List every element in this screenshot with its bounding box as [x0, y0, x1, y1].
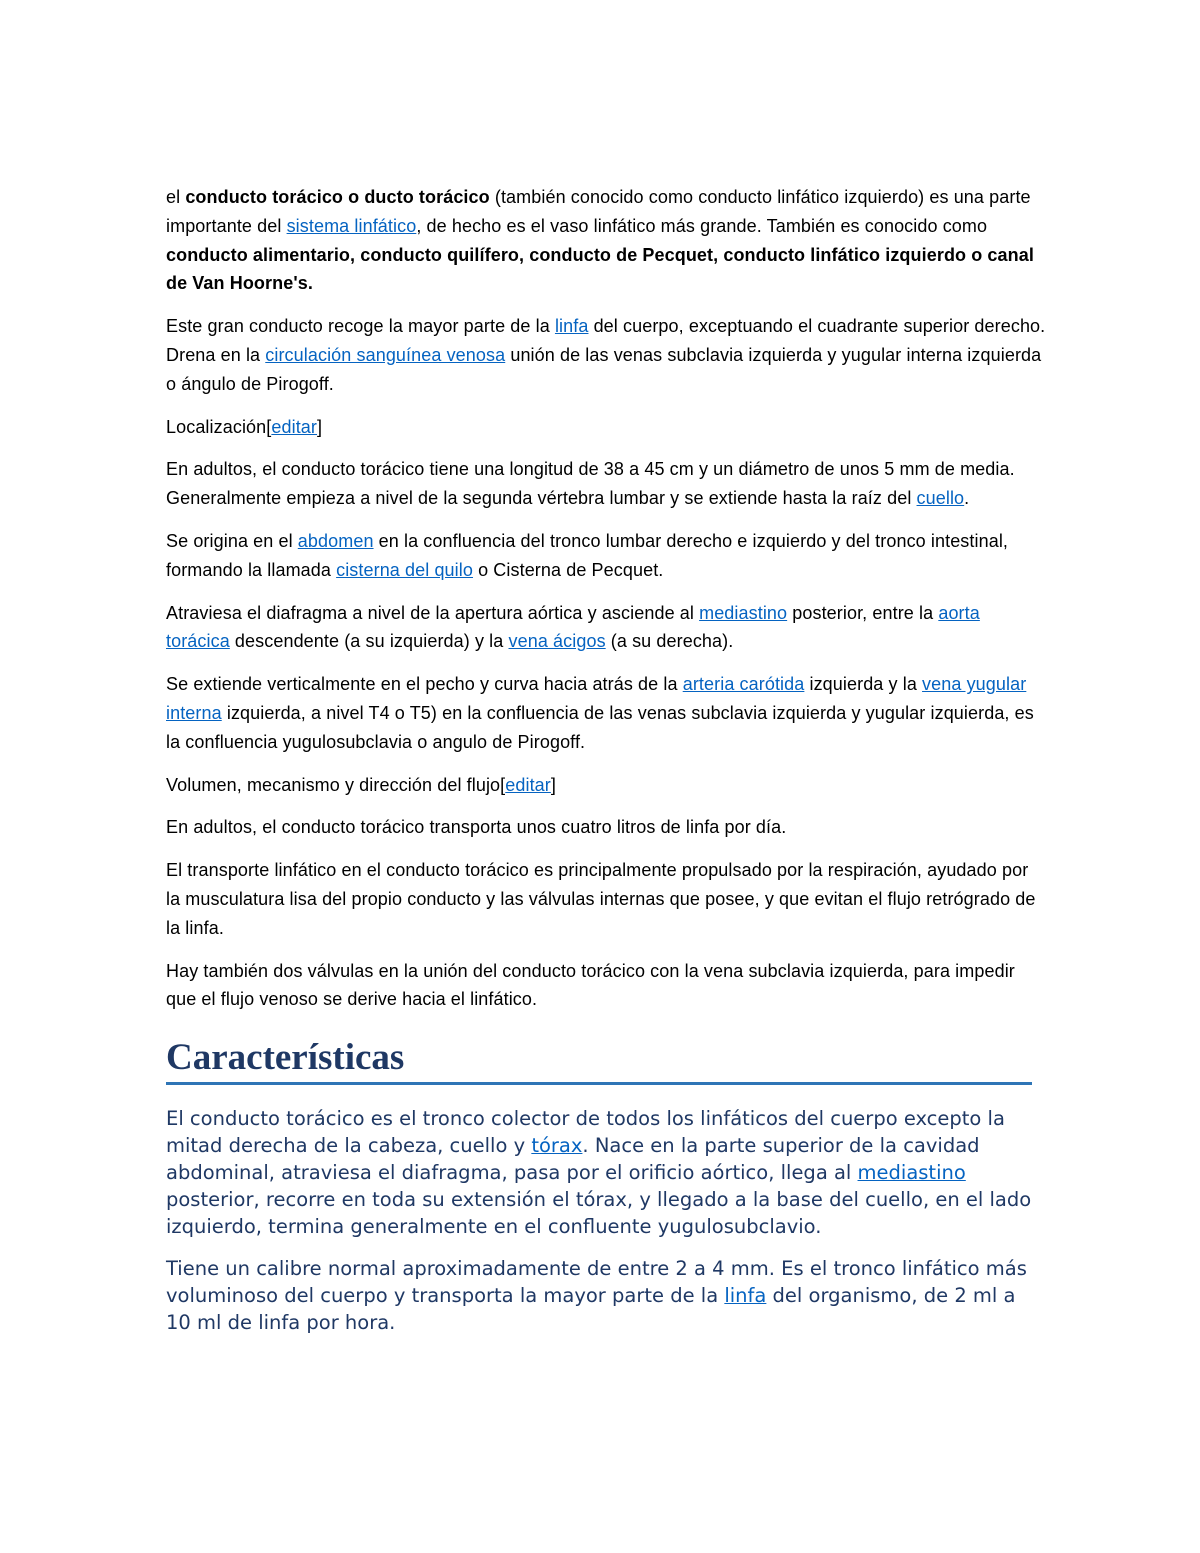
car2-text-1: Tiene un calibre normal aproximadamente de entre 2 a 4 mm. Es el tronco linfático más voluminoso del cuerpo y transporta la mayor parte de la	[166, 1257, 1027, 1308]
intro-text-1: el	[166, 187, 186, 207]
link-aorta-toracica[interactable]: aorta torácica	[166, 602, 980, 652]
link-abdomen[interactable]: abdomen	[297, 530, 374, 551]
volumen-bracket: ]	[550, 774, 557, 795]
intro-text-2: (también conocido como conducto linfático izquierdo) es una parte importante del	[166, 187, 1031, 236]
atraviesa-text-4: (a su derecha).	[605, 631, 734, 652]
link-linfa[interactable]: linfa	[554, 316, 589, 337]
extiende-paragraph	[166, 670, 1046, 756]
link-sistema-linfatico[interactable]: sistema linfático	[286, 215, 417, 236]
car2-text-2: del organismo, de 2 ml a 10 ml de linfa por hora.	[166, 1284, 1016, 1335]
atraviesa-text-3: descendente (a su izquierda) y la	[229, 631, 509, 652]
transporte-linfatico-paragraph: El transporte linfático en el conducto torácico es principalmente propulsado por la respiración, ayudado por la musculatura lisa del propio conducto y las válvulas internas que posee, y que evitan el flujo retrógrado de la linfa.	[166, 860, 1036, 938]
intro-paragraph	[166, 183, 1046, 298]
intro-bold-synonyms: conducto alimentario, conducto quilífero, conducto de Pecquet, conducto linfático izquierdo o canal de Van Hoorne's.	[166, 244, 1034, 294]
localizacion-heading-text: Localización[	[166, 416, 272, 437]
adultos-text-2: .	[964, 488, 970, 509]
valvulas-paragraph: Hay también dos válvulas en la unión del conducto torácico con la vena subclavia izquierda, para impedir que el flujo venoso se derive hacia el linfático.	[166, 960, 1015, 1010]
intro-text-3: , de hecho es el vaso linfático más grande. También es conocido como	[416, 215, 988, 236]
link-mediastino-2[interactable]: mediastino	[857, 1161, 966, 1185]
volumen-heading-text: Volumen, mecanismo y dirección del flujo[	[166, 774, 506, 795]
link-cuello[interactable]: cuello	[916, 488, 965, 509]
car1-text-3: posterior, recorre en toda su extensión el tórax, y llegado a la base del cuello, en el lado izquierdo, termina generalmente en el confluente yugulosubclavio.	[166, 1188, 1032, 1239]
caracteristicas-paragraph-1	[166, 1105, 1036, 1240]
localizacion-heading	[166, 413, 1046, 442]
extiende-text-2: izquierda y la	[804, 674, 923, 695]
gran-text-1: Este gran conducto recoge la mayor parte de la	[166, 316, 555, 337]
link-arteria-carotida[interactable]: arteria carótida	[682, 674, 805, 695]
atraviesa-text-1: Atraviesa el diafragma a nivel de la apertura aórtica y asciende al	[166, 602, 700, 623]
document-page	[166, 183, 1046, 1351]
gran-conducto-paragraph	[166, 312, 1046, 398]
origina-paragraph	[166, 527, 1046, 585]
caracteristicas-paragraph-2	[166, 1255, 1036, 1336]
link-vena-acigos[interactable]: vena ácigos	[508, 631, 606, 652]
link-mediastino[interactable]: mediastino	[699, 602, 788, 623]
atraviesa-text-2: posterior, entre la	[787, 602, 939, 623]
link-circulacion-venosa[interactable]: circulación sanguínea venosa	[265, 344, 506, 365]
gran-text-2: del cuerpo, exceptuando el cuadrante superior derecho. Drena en la	[166, 316, 1046, 365]
link-torax[interactable]: tórax	[531, 1134, 583, 1158]
origina-text-3: o Cisterna de Pecquet.	[472, 559, 664, 580]
transporta-paragraph: En adultos, el conducto torácico transporta unos cuatro litros de linfa por día.	[166, 817, 787, 838]
edit-localizacion-link[interactable]: editar	[271, 416, 318, 437]
volumen-heading	[166, 771, 1046, 800]
intro-bold-term: conducto torácico o ducto torácico	[185, 187, 490, 207]
extiende-text-1: Se extiende verticalmente en el pecho y curva hacia atrás de la	[166, 674, 683, 695]
caracteristicas-heading: Características	[166, 1036, 1032, 1085]
car1-text-2: . Nace en la parte superior de la cavidad abdominal, atraviesa el diafragma, pasa por el orificio aórtico, llega al	[166, 1134, 980, 1185]
link-cisterna-del-quilo[interactable]: cisterna del quilo	[336, 559, 473, 580]
car1-text-1: El conducto torácico es el tronco colector de todos los linfáticos del cuerpo excepto la mitad derecha de la cabeza, cuello y	[166, 1107, 1005, 1158]
adultos-text-1: En adultos, el conducto torácico tiene una longitud de 38 a 45 cm y un diámetro de unos 5 mm de media. Generalmente empieza a nivel de la segunda vértebra lumbar y se extiende hasta la raíz del	[166, 459, 1015, 509]
localizacion-bracket: ]	[317, 416, 323, 437]
atraviesa-paragraph	[166, 599, 1046, 657]
extiende-text-3: izquierda, a nivel T4 o T5) en la confluencia de las venas subclavia izquierda y yugular izquierda, es la confluencia yugulosubclavia o angulo de Pirogoff.	[166, 702, 1034, 752]
origina-text-2: en la confluencia del tronco lumbar derecho e izquierdo y del tronco intestinal, formando la llamada	[166, 530, 1009, 580]
link-vena-yugular-interna[interactable]: vena yugular interna	[166, 674, 1027, 723]
gran-text-3: unión de las venas subclavia izquierda y yugular interna izquierda o ángulo de Pirogoff.	[166, 344, 1042, 394]
origina-text-1: Se origina en el	[166, 530, 298, 551]
edit-volumen-link[interactable]: editar	[505, 774, 551, 795]
link-linfa-2[interactable]: linfa	[724, 1284, 767, 1308]
adultos-paragraph	[166, 455, 1046, 513]
